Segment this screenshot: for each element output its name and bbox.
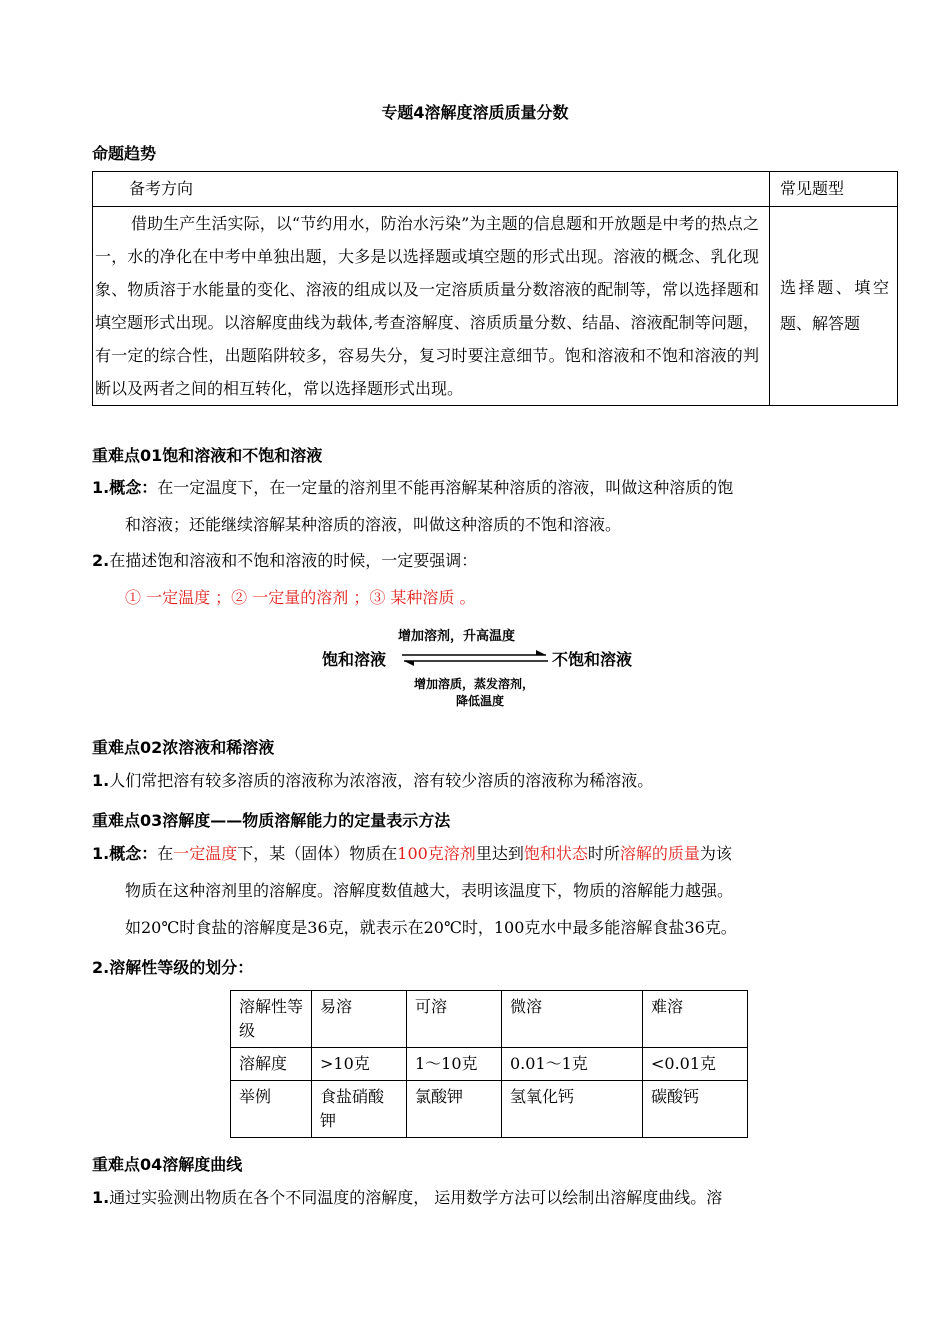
point3-concept-label: 1.概念： [92, 844, 158, 863]
trend-col1-header: 备考方向 [93, 172, 770, 207]
solubility-levels-table [230, 990, 748, 1138]
point1-note-num: 2. [92, 551, 110, 570]
table-cell: 碳酸钙 [643, 1081, 748, 1138]
point2-num: 1. [92, 771, 110, 790]
heading-point3: 重难点03溶解度——物质溶解能力的定量表示方法 [92, 811, 451, 830]
table-row [231, 1048, 748, 1081]
point1-concept-label: 1.概念： [92, 478, 158, 497]
arrow-left-head [404, 661, 414, 666]
point1-concept-line1 [92, 478, 733, 498]
point1-concept-line2: 和溶液；还能继续溶解某种溶质的溶液，叫做这种溶质的不饱和溶液。 [125, 515, 622, 534]
table-cell: 难溶 [643, 991, 748, 1048]
table-cell: >10克 [312, 1048, 407, 1081]
point3-red2: 100克溶剂 [397, 844, 476, 863]
point1-concept-text1: 在一定温度下，在一定量的溶剂里不能再溶解某种溶质的溶液，叫做这种溶质的饱 [157, 478, 734, 497]
point3-red4: 溶解的质量 [619, 844, 700, 863]
table-cell: 易溶 [312, 991, 407, 1048]
table-cell: 溶解性等级 [231, 991, 312, 1048]
arrow-right-head [536, 650, 546, 655]
point3-seg5: 为该 [699, 844, 732, 863]
section-heading-trend: 命题趋势 [92, 144, 157, 163]
trend-types-cell: 选择题、填空题、解答题 [770, 207, 898, 406]
diagram-right-label: 不饱和溶液 [552, 650, 633, 669]
point3-red1: 一定温度 [173, 844, 238, 863]
point3-seg4: 时所 [587, 844, 620, 863]
trend-body-cell: 借助生产生活实际，以“节约用水，防治水污染”为主题的信息题和开放题是中考的热点之一，水的净化在中考中单独出题，大多是以选择题或填空题的形式出现。溶液的概念、乳化现象、物质溶于水能量的变化、溶液的组成以及一定溶质质量分数溶液的配制等，常以选择题和填空题形式出现。以溶解度曲线为载体,考查溶解度、溶质质量分数、结晶、溶液配制等问题，有一定的综合性，出题陷阱较多，容易失分，复习时要注意细节。饱和溶液和不饱和溶液的判断以及两者之间的相互转化，常以选择题形式出现。 [93, 207, 770, 406]
diagram-bottom-label1: 增加溶质，蒸发溶剂， [414, 677, 535, 691]
table-cell: 可溶 [407, 991, 502, 1048]
table-cell: 0.01～1克 [502, 1048, 643, 1081]
heading-point2: 重难点02浓溶液和稀溶液 [92, 738, 275, 757]
point2-text-line [92, 771, 653, 791]
point4-num: 1. [92, 1188, 110, 1207]
point3-seg3: 里达到 [475, 844, 524, 863]
point1-emphasis: ① 一定温度 ；② 一定量的溶剂 ；③ 某种溶质 。 [125, 588, 476, 607]
point3-seg1: 在 [157, 844, 174, 863]
table-cell: 举例 [231, 1081, 312, 1138]
diagram-top-label: 增加溶剂，升高温度 [398, 629, 516, 644]
point3-concept-line2: 物质在这种溶剂里的溶解度。溶解度数值越大，表明该温度下，物质的溶解能力越强。 [125, 881, 734, 900]
trend-col2-header: 常见题型 [770, 172, 898, 207]
table-cell: 1～10克 [407, 1048, 502, 1081]
point3-concept-line3: 如20℃时食盐的溶解度是36克，就表示在20℃时，100克水中最多能溶解食盐36克。 [125, 918, 737, 937]
table-cell: <0.01克 [643, 1048, 748, 1081]
point4-text: 通过实验测出物质在各个不同温度的溶解度， 运用数学方法可以绘制出溶解度曲线。溶 [109, 1188, 723, 1207]
table-cell: 氯酸钾 [407, 1081, 502, 1138]
point3-red3: 饱和状态 [523, 844, 588, 863]
table-cell: 微溶 [502, 991, 643, 1048]
diagram-bottom-label2: 降低温度 [456, 694, 505, 708]
table-cell: 溶解度 [231, 1048, 312, 1081]
point4-text-line [92, 1188, 722, 1208]
heading-point1: 重难点01饱和溶液和不饱和溶液 [92, 446, 323, 465]
table-row [231, 1081, 748, 1138]
diagram-left-label: 饱和溶液 [322, 650, 387, 669]
table-row [231, 991, 748, 1048]
point2-text: 人们常把溶有较多溶质的溶液称为浓溶液，溶有较少溶质的溶液称为稀溶液。 [109, 771, 654, 790]
point3-sub-heading: 2.溶解性等级的划分： [92, 958, 254, 977]
point3-concept-line1 [92, 844, 732, 864]
table-cell: 氢氧化钙 [502, 1081, 643, 1138]
conversion-diagram [320, 622, 650, 710]
point1-note [92, 551, 477, 571]
table-cell: 食盐硝酸钾 [312, 1081, 407, 1138]
point1-note-text: 在描述饱和溶液和不饱和溶液的时候，一定要强调： [109, 551, 478, 570]
conversion-arrows [400, 646, 550, 670]
trend-table [92, 171, 898, 406]
point3-seg2: 下，某（固体）物质在 [237, 844, 398, 863]
page-title: 专题4溶解度溶质质量分数 [381, 103, 569, 122]
heading-point4: 重难点04溶解度曲线 [92, 1155, 243, 1174]
